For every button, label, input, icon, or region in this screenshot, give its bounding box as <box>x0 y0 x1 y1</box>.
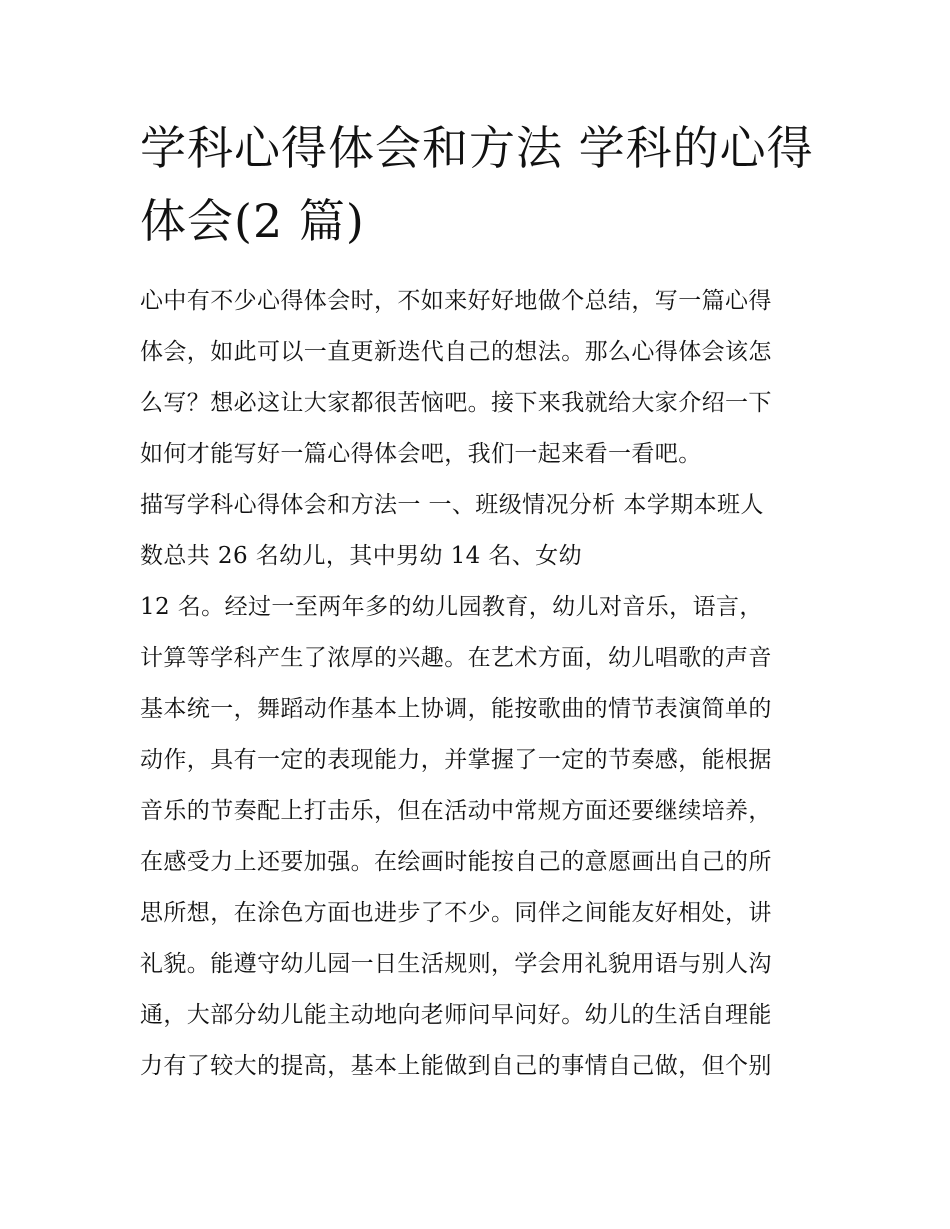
paragraph-line: 在感受力上还要加强。在绘画时能按自己的意愿画出自己的所 <box>140 849 772 875</box>
document-title: 学科心得体会和方法 学科的心得体会(2 篇) <box>140 121 814 248</box>
paragraph-line: 么写？想必这让大家都很苦恼吧。接下来我就给大家介绍一下 <box>140 390 772 416</box>
paragraph-line: 数总共 26 名幼儿，其中男幼 14 名、女幼 <box>140 543 582 569</box>
paragraph-line: 12 名。经过一至两年多的幼儿园教育，幼儿对音乐，语言， <box>140 594 763 620</box>
paragraph-line: 力有了较大的提高，基本上能做到自己的事情自己做，但个别 <box>140 1053 772 1079</box>
paragraph-line: 体会，如此可以一直更新迭代自己的想法。那么心得体会该怎 <box>140 339 772 365</box>
paragraph-line: 如何才能写好一篇心得体会吧，我们一起来看一看吧。 <box>140 441 702 467</box>
paragraph-line: 计算等学科产生了浓厚的兴趣。在艺术方面，幼儿唱歌的声音 <box>140 645 772 671</box>
paragraph-line: 思所想，在涂色方面也进步了不少。同伴之间能友好相处，讲 <box>140 900 772 926</box>
paragraph-line: 动作，具有一定的表现能力，并掌握了一定的节奏感，能根据 <box>140 747 772 773</box>
paragraph-line: 心中有不少心得体会时，不如来好好地做个总结，写一篇心得 <box>140 288 772 314</box>
paragraph-line: 通，大部分幼儿能主动地向老师问早问好。幼儿的生活自理能 <box>140 1002 772 1028</box>
paragraph-line: 描写学科心得体会和方法一 一、班级情况分析 本学期本班人 <box>140 492 764 518</box>
document-body <box>140 276 820 1092</box>
paragraph-line: 基本统一，舞蹈动作基本上协调，能按歌曲的情节表演简单的 <box>140 696 772 722</box>
paragraph-line: 礼貌。能遵守幼儿园一日生活规则，学会用礼貌用语与别人沟 <box>140 951 772 977</box>
paragraph-line: 音乐的节奏配上打击乐，但在活动中常规方面还要继续培养， <box>140 798 772 824</box>
